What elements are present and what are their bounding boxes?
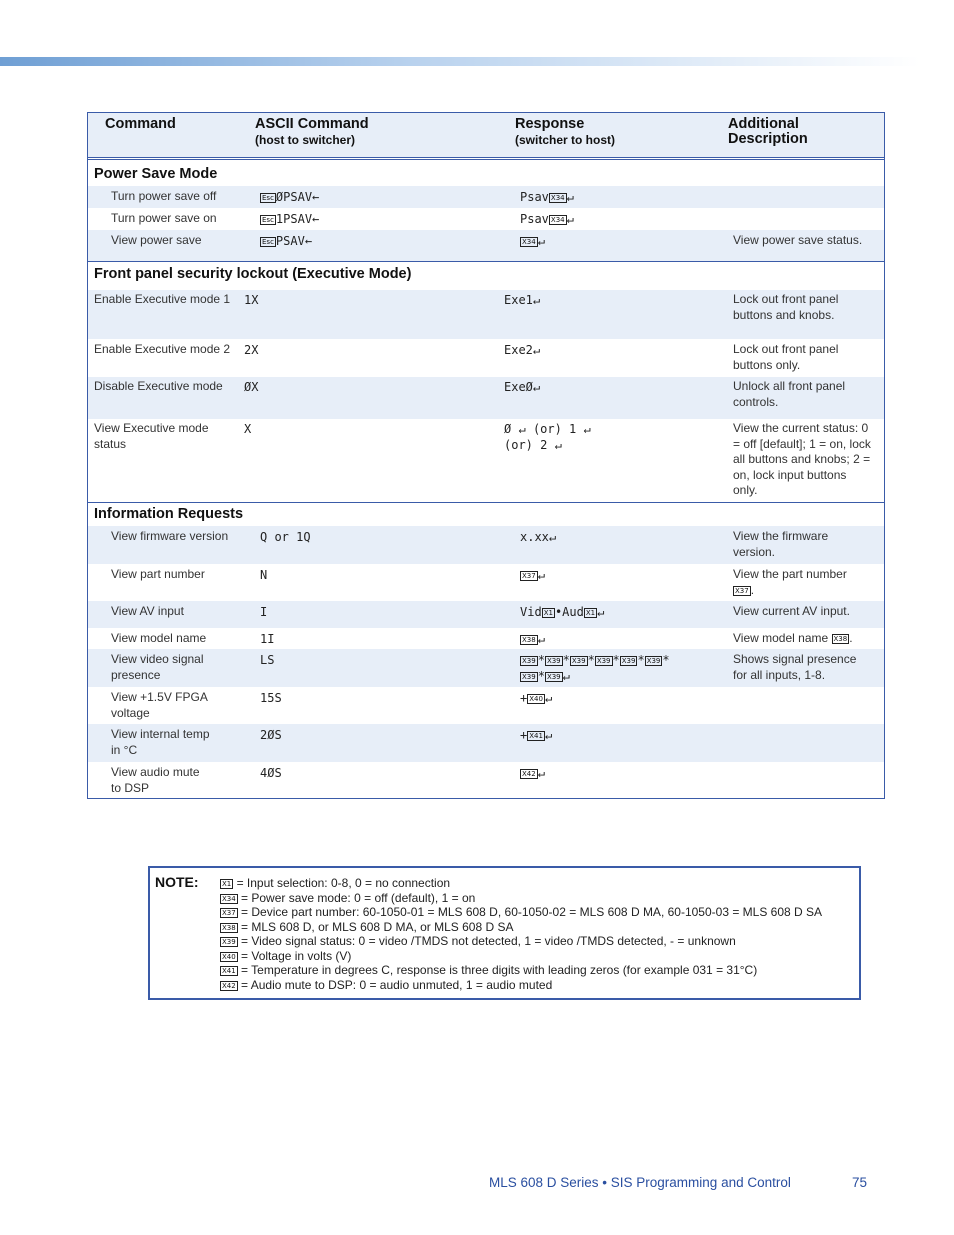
description-text: View the part number <box>733 567 847 581</box>
cell-ascii: LS <box>260 653 275 667</box>
cell-ascii: 1X <box>244 293 259 307</box>
note-line <box>220 920 514 935</box>
response-text: (or) 2 <box>504 437 548 452</box>
cell-command: View part number <box>111 567 205 581</box>
x39-variable: X39 <box>546 657 561 665</box>
response-text: Psav <box>520 212 549 226</box>
table-row <box>88 762 884 798</box>
return-icon: ↵ <box>532 343 541 357</box>
x1-variable: X1 <box>543 609 553 617</box>
note-line <box>220 978 552 993</box>
cell-response <box>520 605 604 621</box>
return-icon: ↵ <box>566 190 574 204</box>
x37-variable: X37 <box>522 572 536 580</box>
cell-command: Disable Executive mode <box>94 379 223 393</box>
note-text: = Input selection: 0-8, 0 = no connection <box>233 876 451 890</box>
note-text: = Temperature in degrees C, response is three digits with leading zeros (for example 031 = 31°C) <box>237 963 758 977</box>
response-text: Exe2 <box>504 343 533 357</box>
cell-response <box>520 728 552 744</box>
cell-command: View video signal presence <box>111 652 204 682</box>
esc-key-symbol: Esc <box>262 194 274 202</box>
return-icon: ↵ <box>597 605 605 619</box>
enter-arrow-icon: ← <box>312 212 320 226</box>
period-text: . <box>849 631 853 645</box>
cell-response <box>520 190 574 206</box>
cell-description <box>733 631 853 647</box>
x37-variable: X37 <box>735 586 749 595</box>
star-text: * <box>587 653 595 667</box>
header-divider <box>88 159 884 160</box>
cell-description: Shows signal presence for all inputs, 1-8. <box>733 652 857 682</box>
table-row <box>88 339 884 377</box>
cell-description: View current AV input. <box>733 604 850 618</box>
response-text: x.xx <box>520 530 549 544</box>
note-text: = MLS 608 D, or MLS 608 D MA, or MLS 608 D SA <box>237 919 514 934</box>
response-text: + <box>520 691 528 705</box>
header-additional-title: Additional <box>728 116 799 132</box>
table-row <box>88 208 884 230</box>
return-icon: ↵ <box>562 668 570 683</box>
cell-response <box>520 691 552 707</box>
x40-variable: X40 <box>222 952 236 961</box>
response-text: Vid <box>520 605 542 619</box>
response-text: ExeØ <box>504 380 533 394</box>
cell-command: View AV input <box>111 604 184 618</box>
cell-ascii: Q or 1Q <box>260 530 311 544</box>
header-ascii-sub: (host to switcher) <box>255 133 356 147</box>
table-row <box>88 419 884 502</box>
cell-ascii <box>260 212 319 228</box>
response-text: Exe1 <box>504 293 533 307</box>
cell-command: View firmware version <box>111 529 229 543</box>
note-line <box>220 963 757 978</box>
star-text: * <box>537 668 545 683</box>
cell-response <box>504 422 591 453</box>
x39-variable: X39 <box>621 657 636 665</box>
header-description-title: Description <box>728 131 808 147</box>
x40-variable: X40 <box>529 695 543 703</box>
cell-description: Unlock all front panel controls. <box>733 379 846 409</box>
cell-description: View power save status. <box>733 233 863 247</box>
table-row <box>88 724 884 762</box>
cell-response <box>504 343 540 359</box>
note-text: = Device part number: 60-1050-01 = MLS 608 D, 60-1050-02 = MLS 608 D MA, 60-1050-03 = MLS 608 D SA <box>237 905 823 919</box>
note-line <box>220 905 822 920</box>
header-ascii <box>255 117 369 148</box>
cell-command: View power save <box>111 233 202 247</box>
table-row <box>88 564 884 601</box>
ascii-text: PSAV <box>275 234 305 248</box>
footer-title: MLS 608 D Series • SIS Programming and Control <box>489 1175 791 1190</box>
cell-ascii: 2X <box>244 343 259 357</box>
cell-command: Turn power save off <box>111 189 217 203</box>
cell-response <box>520 530 556 546</box>
sis-command-table <box>87 112 885 799</box>
section-divider <box>88 261 884 262</box>
table-row <box>88 377 884 419</box>
star-text: * <box>537 653 545 667</box>
response-text: + <box>520 728 528 742</box>
x38-variable: X38 <box>222 923 236 932</box>
table-row <box>88 230 884 261</box>
header-response <box>515 117 615 148</box>
star-text: * <box>662 653 670 667</box>
esc-key-symbol: Esc <box>262 238 274 246</box>
cell-response <box>520 653 670 684</box>
x34-variable: X34 <box>550 194 565 202</box>
cell-response <box>520 234 545 250</box>
note-text: = Audio mute to DSP: 0 = audio unmuted, 1 = audio muted <box>237 977 553 992</box>
header-gradient-bar <box>0 57 920 66</box>
cell-response <box>520 766 545 782</box>
header-command: Command <box>105 116 176 132</box>
cell-description: View the current status: 0 = off [default]; 1 = on, lock all buttons and knobs; 2 = on, lock input buttons only. <box>733 421 871 497</box>
star-text: * <box>562 653 570 667</box>
response-text: (or) 1 <box>532 422 577 436</box>
x39-variable: X39 <box>522 672 536 681</box>
x39-variable: X39 <box>546 672 561 681</box>
x1-variable: X1 <box>222 880 232 888</box>
return-icon: ↵ <box>518 422 526 436</box>
x38-variable: X38 <box>833 635 848 643</box>
x39-variable: X39 <box>596 657 611 665</box>
cell-ascii: 4ØS <box>260 766 282 780</box>
note-text: = Video signal status: 0 = video /TMDS not detected, 1 = video /TMDS detected, - = unknown <box>237 934 736 948</box>
return-icon: ↵ <box>548 530 557 544</box>
cell-command: Turn power save on <box>111 211 217 225</box>
return-icon: ↵ <box>537 632 545 646</box>
cell-response <box>520 568 545 584</box>
return-icon: ↵ <box>537 766 545 780</box>
cell-ascii: 2ØS <box>260 728 282 742</box>
return-icon: ↵ <box>537 234 545 248</box>
return-icon: ↵ <box>544 728 553 742</box>
x34-variable: X34 <box>522 238 536 246</box>
note-text: = Voltage in volts (V) <box>237 948 352 963</box>
table-row <box>88 628 884 649</box>
cell-ascii <box>260 234 312 250</box>
cell-ascii: 1I <box>260 632 275 646</box>
x41-variable: X41 <box>222 967 236 975</box>
response-text: Psav <box>520 190 549 204</box>
table-row <box>88 526 884 564</box>
cell-command: View internal temp in °C <box>111 727 210 757</box>
note-text: = Power save mode: 0 = off (default), 1 = on <box>237 890 476 905</box>
star-text: * <box>612 653 620 667</box>
ascii-text: 1PSAV <box>275 212 313 226</box>
note-box <box>148 866 861 1000</box>
cell-description: Lock out front panel buttons only. <box>733 342 839 372</box>
page-number: 75 <box>852 1175 868 1190</box>
section-divider <box>88 502 884 503</box>
x42-variable: X42 <box>522 770 536 778</box>
cell-command: View model name <box>111 631 207 645</box>
x38-variable: X38 <box>522 636 536 644</box>
x39-variable: X39 <box>646 657 661 665</box>
cell-description: View the firmware version. <box>733 529 829 559</box>
cell-response <box>504 293 540 309</box>
cell-ascii: X <box>244 422 252 436</box>
period-text: . <box>750 582 755 597</box>
return-icon: ↵ <box>566 212 574 226</box>
x39-variable: X39 <box>571 657 586 665</box>
section-information-requests: Information Requests <box>94 506 244 522</box>
header-response-sub: (switcher to host) <box>515 133 616 147</box>
response-text: Ø <box>504 422 512 436</box>
table-row <box>88 186 884 208</box>
x41-variable: X41 <box>529 732 543 740</box>
cell-command: View +1.5V FPGA voltage <box>111 690 208 720</box>
cell-command: Enable Executive mode 1 <box>94 292 231 306</box>
enter-arrow-icon: ← <box>312 190 320 204</box>
esc-key-symbol: Esc <box>262 216 274 224</box>
cell-ascii: I <box>260 605 268 619</box>
section-power-save: Power Save Mode <box>94 166 218 182</box>
table-header <box>88 113 884 158</box>
description-text: View model name <box>733 631 829 645</box>
note-line <box>220 949 351 964</box>
star-text: * <box>637 653 645 667</box>
note-line <box>220 934 736 949</box>
table-row <box>88 649 884 687</box>
cell-command: Enable Executive mode 2 <box>94 342 231 356</box>
cell-ascii: N <box>260 568 268 582</box>
x34-variable: X34 <box>550 216 565 224</box>
cell-command: View audio mute to DSP <box>111 765 200 795</box>
x34-variable: X34 <box>222 894 236 903</box>
return-icon: ↵ <box>532 380 541 394</box>
x37-variable: X37 <box>222 909 236 917</box>
return-icon: ↵ <box>554 437 562 452</box>
response-text: •Aud <box>554 605 584 619</box>
x39-variable: X39 <box>222 938 236 946</box>
x42-variable: X42 <box>222 981 236 990</box>
cell-response <box>520 212 574 228</box>
cell-command: View Executive mode status <box>94 421 209 451</box>
header-ascii-title: ASCII Command <box>255 116 369 132</box>
cell-description: Lock out front panel buttons and knobs. <box>733 292 839 322</box>
section-front-panel-lockout: Front panel security lockout (Executive Mode) <box>94 266 412 282</box>
table-row <box>88 290 884 339</box>
header-response-title: Response <box>515 116 585 132</box>
return-icon: ↵ <box>532 293 541 307</box>
cell-ascii <box>260 190 319 206</box>
note-line <box>220 891 475 906</box>
return-icon: ↵ <box>544 691 553 705</box>
cell-description <box>733 567 873 598</box>
header-additional <box>728 117 808 147</box>
table-row <box>88 687 884 724</box>
table-row <box>88 601 884 628</box>
x39-variable: X39 <box>522 657 536 665</box>
return-icon: ↵ <box>537 568 545 582</box>
cell-ascii: 15S <box>260 691 282 705</box>
cell-response <box>504 380 540 396</box>
x1-variable: X1 <box>585 609 596 617</box>
return-icon: ↵ <box>583 422 591 436</box>
ascii-text: ØPSAV <box>275 190 313 204</box>
cell-ascii: ØX <box>244 380 259 394</box>
enter-arrow-icon: ← <box>304 234 313 248</box>
note-line <box>220 876 450 891</box>
note-label: NOTE: <box>155 874 199 890</box>
cell-response <box>520 632 545 648</box>
